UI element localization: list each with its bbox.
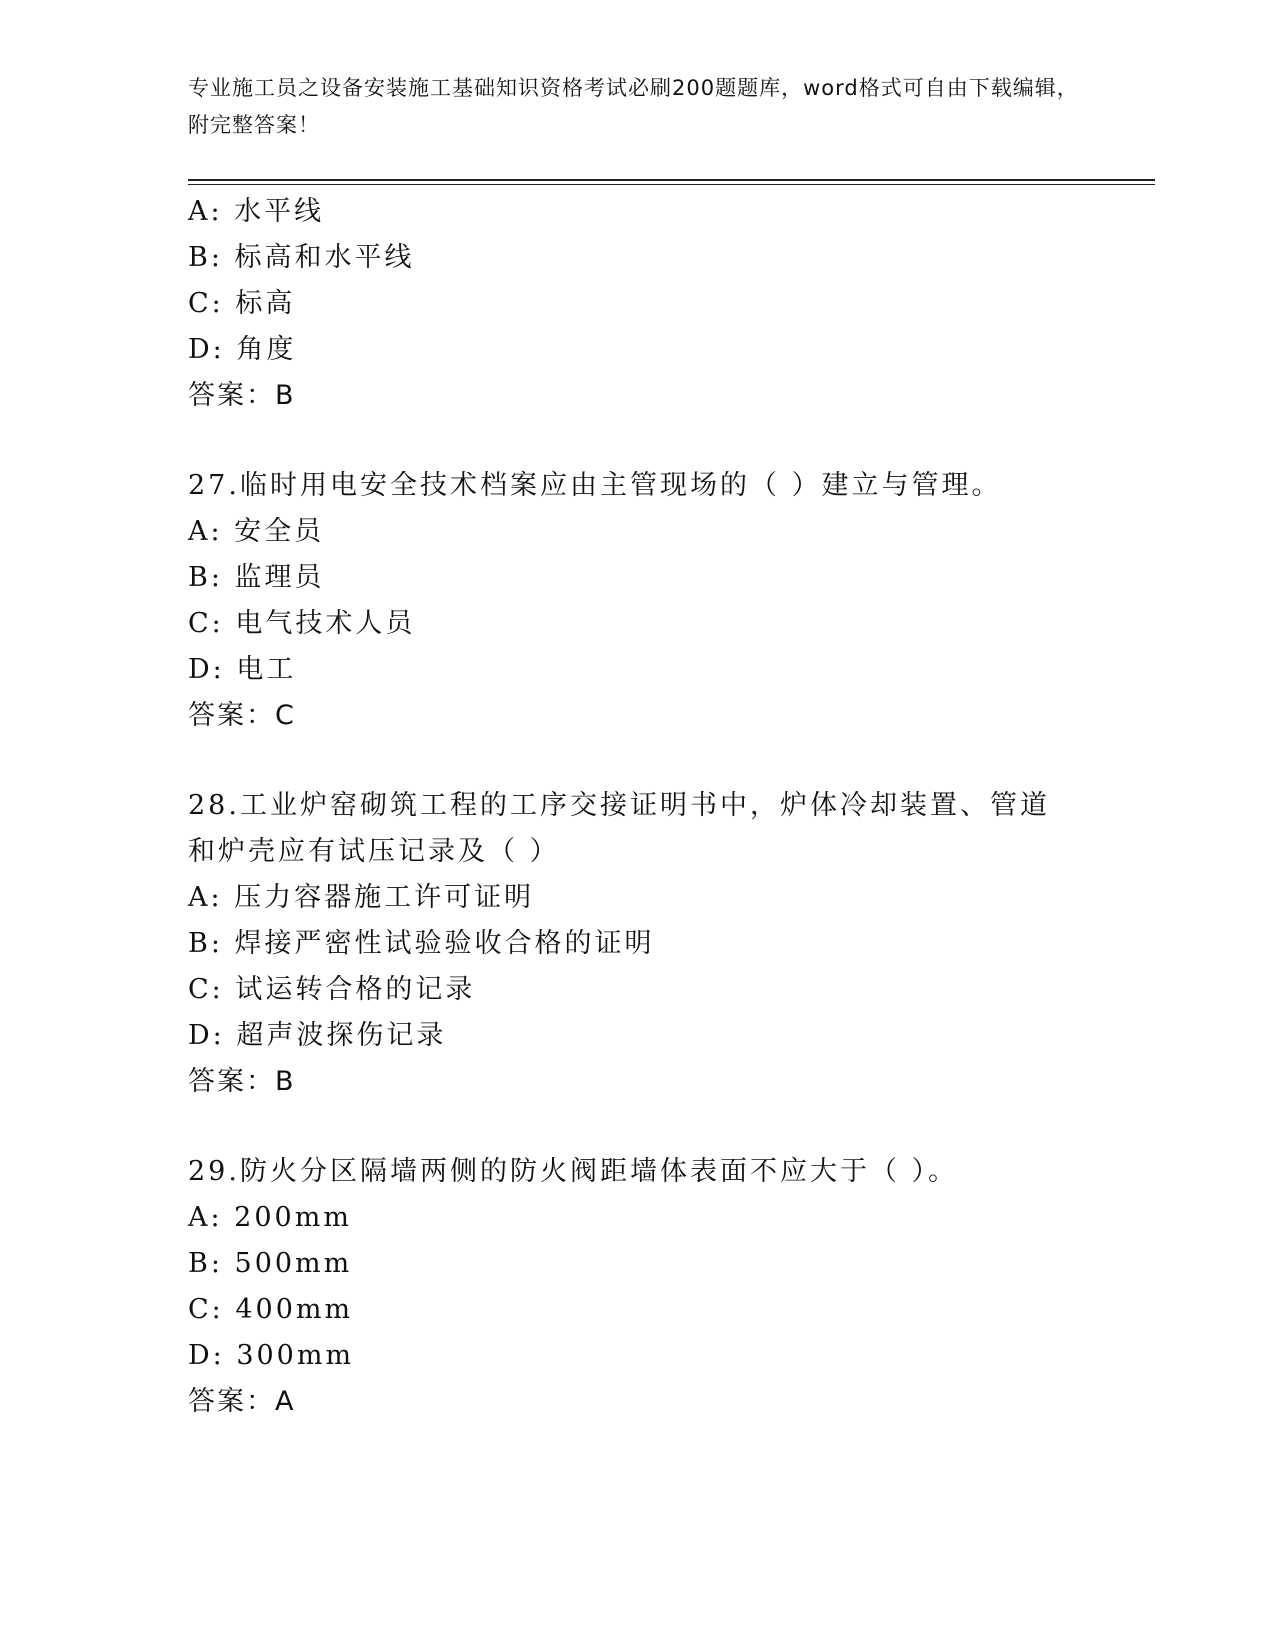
- option-a: A: 200mm: [188, 1202, 352, 1233]
- option-d: D: 电工: [188, 654, 297, 685]
- question-fragment: [188, 189, 1088, 419]
- answer-line: 答案：A: [188, 1386, 296, 1417]
- question-stem: 29.防火分区隔墙两侧的防火阀距墙体表面不应大于（ ）。: [188, 1156, 959, 1187]
- question-spacer: [188, 1105, 1088, 1149]
- question-spacer: [188, 419, 1088, 463]
- option-a: A: 水平线: [188, 196, 325, 227]
- option-c: C: 400mm: [188, 1294, 354, 1325]
- option-c: C: 标高: [188, 288, 296, 319]
- question-stem: 27.临时用电安全技术档案应由主管现场的（ ）建立与管理。: [188, 470, 1002, 501]
- question-stem: 28.工业炉窑砌筑工程的工序交接证明书中，炉体冷却装置、管道和炉壳应有试压记录及（ ）: [188, 790, 1050, 867]
- option-a: A: 压力容器施工许可证明: [188, 882, 535, 913]
- option-b: B: 焊接严密性试验验收合格的证明: [188, 928, 655, 959]
- option-a: A: 安全员: [188, 516, 325, 547]
- answer-line: 答案：C: [188, 700, 296, 731]
- option-c: C: 试运转合格的记录: [188, 974, 476, 1005]
- option-b: B: 500mm: [188, 1248, 353, 1279]
- option-b: B: 标高和水平线: [188, 242, 415, 273]
- question-spacer: [188, 739, 1088, 783]
- header-rule-thin: [188, 184, 1155, 185]
- option-d: D: 角度: [188, 334, 297, 365]
- question-list: [188, 189, 1088, 1425]
- option-b: B: 监理员: [188, 562, 325, 593]
- document-title: 专业施工员之设备安装施工基础知识资格考试必刷200题题库，word格式可自由下载编辑，附完整答案！: [188, 76, 1079, 137]
- option-d: D: 超声波探伤记录: [188, 1020, 447, 1051]
- header-rule-thick: [188, 179, 1155, 181]
- answer-line: 答案：B: [188, 1066, 296, 1097]
- document-header: [188, 70, 1088, 144]
- option-c: C: 电气技术人员: [188, 608, 416, 639]
- question-29: [188, 1149, 1088, 1425]
- option-d: D: 300mm: [188, 1340, 355, 1371]
- question-28: [188, 783, 1088, 1105]
- answer-line: 答案：B: [188, 380, 296, 411]
- question-27: [188, 463, 1088, 739]
